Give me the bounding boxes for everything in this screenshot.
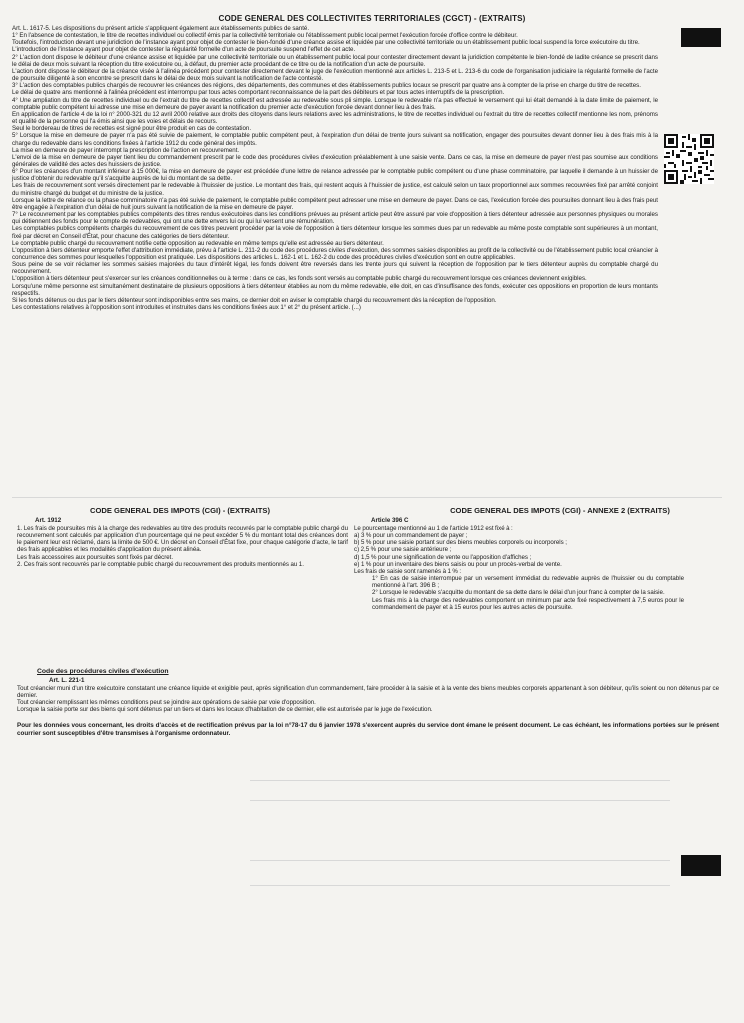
registration-mark-icon	[681, 855, 721, 876]
cgct-paragraph: 6° Pour les créances d'un montant inférieur à 15 000€, la mise en demeure de payer est précédée d'une lettre de relance adressée par le comptable public compétent ou d'une phase comminatoire, par laquelle il demande à un huissier de justice d'obtenir du redevable qu'il s'acquitte auprès de lui du montant de sa dette.	[12, 168, 658, 183]
cgct-paragraph: Les comptables publics compétents chargés du recouvrement de ces titres peuvent procéder par la voie de l'opposition à tiers détenteur lorsque les sommes dues par un redevable au même poste comptable sont supérieures à un montant, fixé par décret en Conseil d'État, pour chacune des catégories de tiers détenteur.	[12, 225, 658, 240]
article-396c-line: c) 2,5 % pour une saisie antérieure ;	[354, 546, 452, 554]
cgct-paragraph: Art. L. 1617-5. Les dispositions du présent article s'appliquent également aux établissements publics de santé.	[12, 25, 310, 32]
cgct-paragraph: La mise en demeure de payer interrompt la prescription de l'action en recouvrement.	[12, 146, 240, 154]
cgct-paragraph: L'opposition à tiers détenteur emporte l'effet d'attribution immédiate, prévu à l'article L. 211-2 du code des procédures civiles d'exécution, des sommes saisies disponibles au profit de la collectivité ou de l'établissement public local créancier à concurrence des sommes pour lesquelles l'opposition est pratiquée. Les dispositions des articles L. 162-1 et L. 162-2 du code des procédures civiles d'exécution sont en outre applicables.	[12, 246, 658, 261]
cgct-paragraph: 4° Une ampliation du titre de recettes individuel ou de l'extrait du titre de recettes collectif est adressée au redevable sous pli simple. Lorsque le redevable n'a pas effectué le versement qui lui était demandé à la date limite de paiement, le comptable public compétent lui adresse une mise en demeure de payer avant la notification du premier acte d'exécution forcée devant donner lieu à des frais.	[12, 96, 658, 111]
cgct-paragraph: L'envoi de la mise en demeure de payer tient lieu du commandement prescrit par le code des procédures civiles d'exécution préalablement à une saisie vente. Dans ce cas, la mise en demeure de payer n'est pas soumise aux conditions générales de validité des actes des huissiers de justice.	[12, 153, 658, 168]
cgct-paragraph: L'opposition à tiers détenteur peut s'exercer sur les créances conditionnelles ou à terme : dans ce cas, les fonds sont versés au comptable public chargé du recouvrement lorsque ces créances deviennent exigibles.	[12, 275, 587, 283]
show-through-line	[250, 885, 670, 886]
cgct-paragraph: En application de l'article 4 de la loi n° 2000-321 du 12 avril 2000 relative aux droits des citoyens dans leurs relations avec les administrations, le titre de recettes individuel ou l'extrait du titre de recettes collectif mentionne les nom, prénoms et qualité de la personne qui l'a émis ainsi que les voies et délais de recours.	[12, 110, 658, 126]
cpce-body	[17, 685, 719, 714]
article-396c-heading: Article 396 C	[371, 517, 409, 524]
article-396c-line: Les frais mis à la charge des redevables comportent un minimum par acte fixé respectivement à 7,5 euros pour le commandement de payer et à 15 euros pour les autres actes de poursuite.	[372, 596, 684, 611]
cgct-paragraph: L'action dont dispose le débiteur de la créance visée à l'alinéa précédent pour contester directement devant le juge de l'exécution mentionné aux articles L. 213-5 et L. 213-6 du code de l'organisation judiciaire la régularité formelle de l'acte de poursuite diligenté à son encontre se prescrit dans le délai de deux mois suivant la notification de l'acte contesté.	[12, 67, 658, 83]
article-1912-body	[17, 525, 348, 568]
show-through-line	[250, 860, 670, 861]
cgi-extracts-title: CODE GENERAL DES IMPOTS (CGI) - (EXTRAITS)	[89, 506, 270, 515]
article-396c-line: b) 5 % pour une saisie portant sur des biens meubles corporels ou incorporels ;	[354, 539, 567, 547]
article-396c-line: 1° En cas de saisie interrompue par un versement immédiat du redevable auprès de l'huissier ou du comptable mentionné à l'art. 396 B ;	[372, 575, 684, 590]
cgct-paragraph: Si les fonds détenus ou dus par le tiers détenteur sont indisponibles entre ses mains, ce dernier doit en aviser le comptable chargé du recouvrement dès la réception de l'opposition.	[12, 296, 497, 304]
qr-code-icon	[664, 134, 714, 184]
cgct-body	[12, 25, 658, 311]
article-1912-paragraph: 2. Ces frais sont recouvrés par le comptable public chargé du recouvrement des produits mentionnés au 1.	[17, 560, 304, 568]
cgct-paragraph: 1° En l'absence de contestation, le titre de recettes individuel ou collectif émis par la collectivité territoriale ou l'établissement public local permet l'exécution forcée d'office contre le débiteur.	[12, 32, 518, 40]
article-396c-line: 2° Lorsque le redevable s'acquitte du montant de sa dette dans le délai d'un jour franc à compter de la saisie.	[372, 589, 665, 597]
cpce-paragraph: Tout créancier muni d'un titre exécutoire constatant une créance liquide et exigible peut, après signification d'un commandement, faire procéder à la saisie et à la vente des biens meubles corporels appartenant à son débiteur, qu'ils soient ou non détenus par ce dernier.	[17, 685, 719, 700]
article-1912-heading: Art. 1912	[35, 517, 62, 524]
article-1912-paragraph: 1. Les frais de poursuites mis à la charge des redevables au titre des produits recouvrés par le comptable public chargé du recouvrement sont calculés par application d'un pourcentage qui ne peut excéder 5 % du montant total des créances dont le paiement leur est réclamé, dans la limite de 500 €. Un décret en Conseil d'État fixe, pour chaque catégorie d'acte, le tarif des frais applicables et les modalités d'application du présent alinéa.	[17, 525, 348, 554]
cgct-title: CODE GENERAL DES COLLECTIVITES TERRITORIALES (CGCT) - (EXTRAITS)	[218, 14, 526, 23]
cpce-paragraph: Lorsque la saisie porte sur des biens qui sont détenus par un tiers et dans les locaux d'habitation de ce dernier, elle est autorisée par le juge de l'exécution.	[17, 706, 433, 714]
cgct-paragraph: Lorsque la lettre de relance ou la phase comminatoire n'a pas été suivie de paiement, le comptable public compétent peut adresser une mise en demeure de payer. Dans ce cas, l'exécution forcée des poursuites donnant lieu à des frais peut être engagée à l'expiration d'un délai de huit jours suivant la notification de la mise en demeure de payer.	[12, 196, 658, 211]
cgct-paragraph: Le comptable public chargé du recouvrement notifie cette opposition au redevable en même temps qu'elle est adressée au tiers détenteur.	[12, 239, 384, 247]
article-396c-body	[354, 525, 684, 611]
cgct-paragraph: 3° L'action des comptables publics chargés de recouvrer les créances des régions, des départements, des communes et des établissements publics locaux se prescrit par quatre ans à compter de la prise en charge du titre de recettes.	[12, 82, 641, 90]
section-divider	[12, 497, 722, 498]
article-396c-line: e) 1 % pour un inventaire des biens saisis ou pour un procès-verbal de vente.	[354, 560, 562, 568]
privacy-rights-notice: Pour les données vous concernant, les droits d'accès et de rectification prévus par la loi n°78-17 du 6 janvier 1978 s'exercent auprès du service dont émane le présent document. Le cas échéant, les informations portées sur le présent courrier sont susceptibles d'être transmises à l'organisme ordonnateur.	[17, 722, 719, 737]
cgct-paragraph: Les frais de recouvrement sont versés directement par le redevable à l'huissier de justice. Le montant des frais, qui restent acquis à l'huissier de justice, est calculé selon un taux proportionnel aux sommes recouvrées fixé par arrêté conjoint du ministre chargé du budget et du ministre de la justice.	[12, 182, 658, 197]
cgct-paragraph: Les contestations relatives à l'opposition sont introduites et instruites dans les conditions fixées aux 1° et 2° du présent article. (...)	[12, 304, 361, 312]
cgct-paragraph: Le délai de quatre ans mentionné à l'alinéa précédent est interrompu par tous actes comportant reconnaissance de la part des débiteurs et par tous actes interruptifs de la prescription.	[12, 89, 505, 97]
registration-mark-icon	[681, 28, 721, 47]
cgct-paragraph: Seul le bordereau de titres de recettes est signé pour être produit en cas de contestation.	[12, 125, 252, 133]
cgct-paragraph: Toutefois, l'introduction devant une juridiction de l'instance ayant pour objet de contester le bien-fondé d'une créance assise et liquidée par une collectivité territoriale ou un établissement public local suspend la force exécutoire du titre.	[12, 39, 640, 47]
article-1912-paragraph: Les frais accessoires aux poursuites sont fixés par décret.	[17, 553, 174, 561]
article-396c-line: Le pourcentage mentionné au 1 de l'article 1912 est fixé à :	[354, 525, 513, 532]
cgct-paragraph: Sous peine de se voir réclamer les sommes saisies majorées du taux d'intérêt légal, les fonds doivent être reversés dans les trente jours qui suivent la réception de l'opposition par le tiers détenteur auprès du comptable chargé du recouvrement.	[12, 261, 658, 276]
cgct-paragraph: 2° L'action dont dispose le débiteur d'une créance assise et liquidée par une collectivité territoriale ou un établissement public local pour contester directement devant la juridiction compétente le bien-fondé de ladite créance se prescrit dans le délai de deux mois suivant la réception du titre exécutoire ou, à défaut, du premier acte procédant de ce titre ou de la notification d'un acte de poursuite.	[12, 53, 658, 68]
cgi-annex-title: CODE GENERAL DES IMPOTS (CGI) - ANNEXE 2 (EXTRAITS)	[450, 506, 670, 515]
show-through-line	[250, 780, 670, 781]
cgct-paragraph: 5° Lorsque la mise en demeure de payer n'a pas été suivie de paiement, le comptable public compétent peut, à l'expiration d'un délai de trente jours suivant sa notification, engager des poursuites devant donner lieu à des frais mis à la charge du redevable dans les conditions fixées à l'article 1912 du code général des impôts.	[12, 132, 658, 147]
cgct-paragraph: 7° Le recouvrement par les comptables publics compétents des titres rendus exécutoires dans les conditions prévues au présent article peut être assuré par voie d'opposition à tiers détenteur adressée aux personnes physiques ou morales qui détiennent des fonds pour le compte de redevables, qui ont une dette envers lui ou qui lui versent une rémunération.	[12, 211, 658, 226]
article-396c-line: a) 3 % pour un commandement de payer ;	[354, 532, 468, 540]
cpce-article-heading: Art. L. 221-1	[49, 677, 85, 684]
show-through-line	[250, 800, 670, 801]
cpce-paragraph: Tout créancier remplissant les mêmes conditions peut se joindre aux opérations de saisie par voie d'opposition.	[17, 699, 316, 707]
cgct-paragraph: L'introduction de l'instance ayant pour objet de contester la régularité formelle d'un acte de poursuite suspend l'effet de cet acte.	[12, 46, 356, 54]
article-396c-line: d) 1,5 % pour une signification de vente ou l'apposition d'affiches ;	[354, 553, 532, 561]
cpce-title: Code des procédures civiles d'exécution	[37, 668, 169, 675]
article-396c-line: Les frais de saisie sont ramenés à 1 % :	[354, 567, 462, 575]
cgct-paragraph: Lorsqu'une même personne est simultanément destinataire de plusieurs oppositions à tiers détenteur établies au nom du même redevable, elle doit, en cas d'insuffisance des fonds, exécuter ces oppositions en proportion de leurs montants respectifs.	[12, 282, 658, 297]
